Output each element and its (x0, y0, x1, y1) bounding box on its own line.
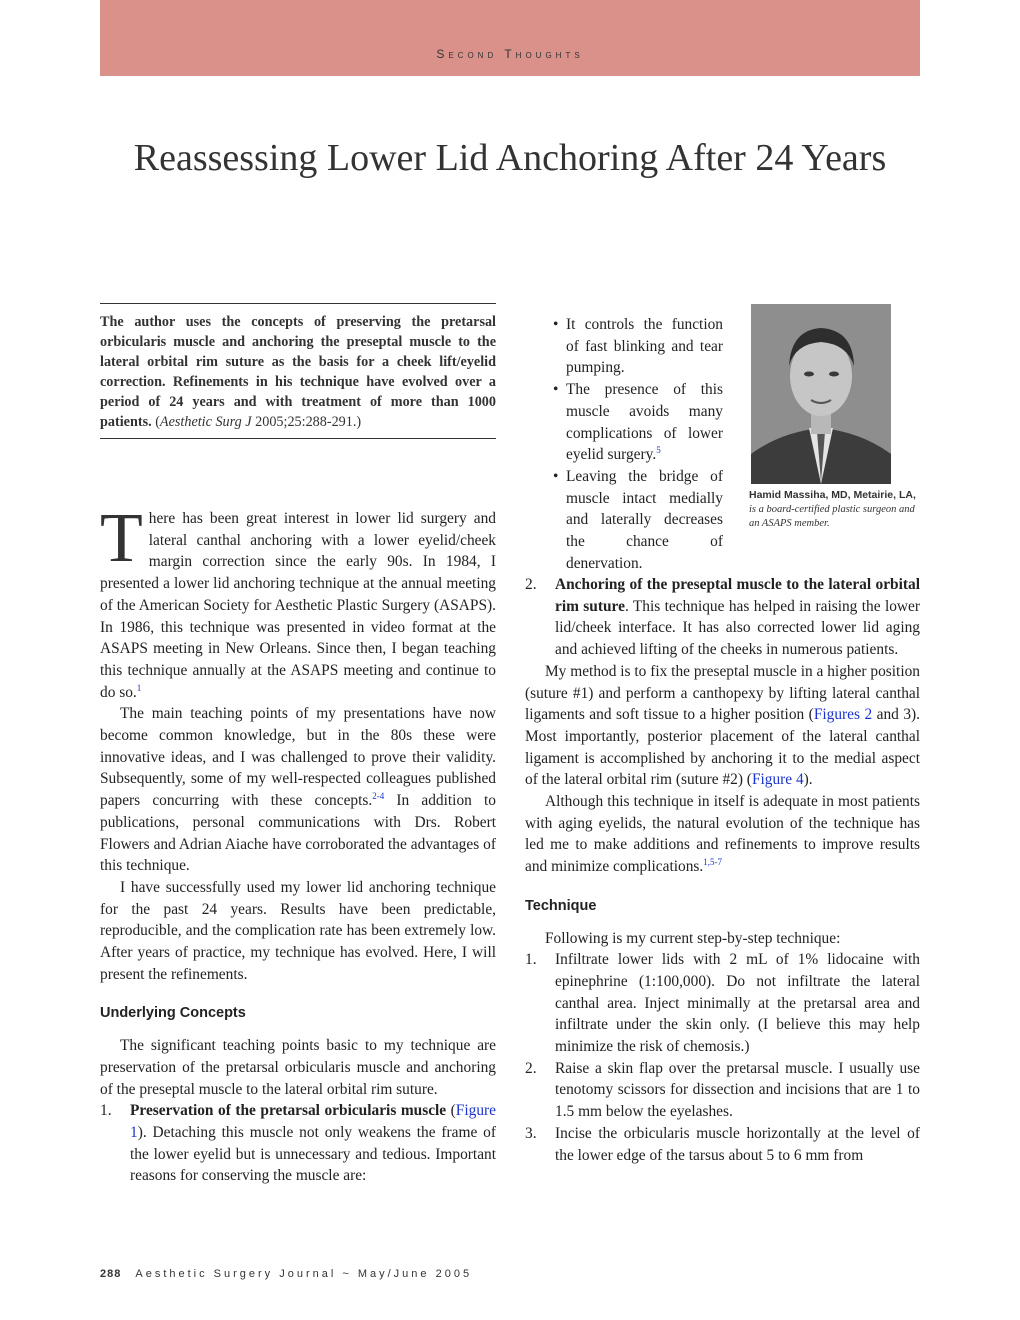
journal-abbrev: Aesthetic Surg J (159, 414, 252, 430)
right-column (525, 574, 920, 1166)
author-caption (749, 488, 921, 531)
abstract (100, 303, 496, 439)
bullet-item: • It controls the function of fast blinking and tear pumping. (553, 316, 723, 377)
figure-link[interactable]: Figures 2 (813, 706, 873, 724)
paragraph: The significant teaching points basic to my technique are preservation of the pretarsal orbicularis muscle and anchoring of the preseptal muscle to the lateral orbital rim suture. (100, 1037, 496, 1098)
paragraph: Although this technique in itself is adequate in most patients with aging eyelids, the natural evolution of the technique has led me to make additions and refinements to improve results and minimize complications.$^{1,5-7}$ (525, 793, 920, 876)
author-bio: is a board-certified plastic surgeon and an ASAPS member. (749, 504, 915, 529)
author-photo (751, 304, 891, 484)
reference-link[interactable]: 5 (656, 445, 661, 456)
abstract-citation: (Aesthetic Surg J 2005;25:288-291.) (155, 414, 362, 430)
page-number: 288 (100, 1268, 122, 1280)
reference-link[interactable]: 1,5-7 (703, 857, 722, 868)
bullet-item: • The presence of this muscle avoids many complications of lower eyelid surgery.$^5$ (553, 381, 723, 464)
list-item: 2. Anchoring of the preseptal muscle to the lateral orbital rim suture. This technique has helped in raising the lower lid/cheek interface. It has also corrected lower lid aging and achieved lifting of the cheeks in numerous patients. (525, 576, 920, 659)
intro-paragraph: There has been great interest in lower lid surgery and lateral canthal anchoring with a lower eyelid/cheek margin correction since the early 90s. In 1984, I presented a lower lid anchoring technique at the annual meeting of the American Society for Aesthetic Plastic Surgery (ASAPS). In 1986, this technique was presented in video format at the ASAPS meeting in New Orleans. Since then, I began teaching this technique annually at the ASAPS meeting and continue to do so.$^1$ (100, 500, 496, 701)
section-heading: Underlying Concepts (100, 1005, 246, 1022)
journal-issue: Aesthetic Surgery Journal ~ May/June 2005 (135, 1268, 473, 1280)
list-item: 1. Infiltrate lower lids with 2 mL of 1% lidocaine with epinephrine (1:100,000). Do not infiltrate the lateral canthal area. Inject minimally at the pretarsal area and infiltrate under the skin only. (I believe this may help minimize the risk of chemosis.) (525, 951, 920, 1056)
drop-cap: T (100, 500, 143, 577)
figure-link[interactable]: Figure 1 (130, 1102, 496, 1141)
article-title: Reassessing Lower Lid Anchoring After 24 Years (133, 137, 887, 179)
abstract-text: The author uses the concepts of preserving the pretarsal orbicularis muscle and anchoring the preseptal muscle to the lateral orbital rim suture as the basis for a cheek lift/eyelid correction. Refinements in his technique have evolved over a period of 24 years and with treatment of more than 1000 patients. (100, 314, 496, 430)
section-heading: Technique (525, 897, 597, 914)
section-label: Second Thoughts (436, 47, 584, 61)
paragraph: The main teaching points of my presentations have now become common knowledge, but in the 80s these were innovative ideas, and I was challenged to prove their validity. Subsequently, some of my well-respected colleagues published papers concurring with these concepts.$^{2-4}$ In addition to publications, personal communications with Drs. Robert Flowers and Adrian Aiache have corroborated the advantages of this technique. (100, 705, 497, 875)
page-footer (100, 1268, 472, 1280)
section-banner (100, 0, 920, 76)
figure-link[interactable]: Figure 4 (751, 771, 804, 789)
reference-link[interactable]: 2-4 (372, 791, 385, 802)
paragraph: My method is to fix the preseptal muscle in a higher position (suture #1) and perform a canthopexy by lifting lateral canthal ligaments and soft tissue to a higher position (Figures 2 and 3). Most importantly, posterior placement of the lateral canthal ligament is accomplished by anchoring it to the medial aspect of the lateral orbital rim (suture #2) (Figure 4). (525, 662, 920, 789)
bullet-item: • Leaving the bridge of muscle intact medially and laterally decreases the chance of denervation. (553, 467, 723, 572)
list-item: 2. Raise a skin flap over the pretarsal muscle. I usually use tenotomy scissors for dissection and incisions that are 1 to 1.5 mm below the eyelashes. (525, 1059, 920, 1121)
reference-link[interactable]: 1 (136, 682, 142, 693)
list-item: 1. Preservation of the pretarsal orbicularis muscle (Figure 1). Detaching this muscle not only weakens the frame of the lower eyelid but is unnecessary and tedious. Important reasons for conserving the muscle are: (100, 1102, 496, 1185)
bullet-list (553, 314, 723, 574)
author-name: Hamid Massiha, MD, Metairie, LA, (749, 489, 916, 501)
left-column (100, 500, 497, 1187)
list-item: 3. Incise the orbicularis muscle horizontally at the level of the lower edge of the tarsus about 5 to 6 mm from (525, 1124, 920, 1164)
paragraph: Following is my current step-by-step technique: (545, 929, 841, 947)
paragraph: I have successfully used my lower lid anchoring technique for the past 24 years. Results have been predictable, reproducible, and the complication rate has been extremely low. After years of practice, my technique has evolved. Here, I will present the refinements. (100, 878, 496, 983)
